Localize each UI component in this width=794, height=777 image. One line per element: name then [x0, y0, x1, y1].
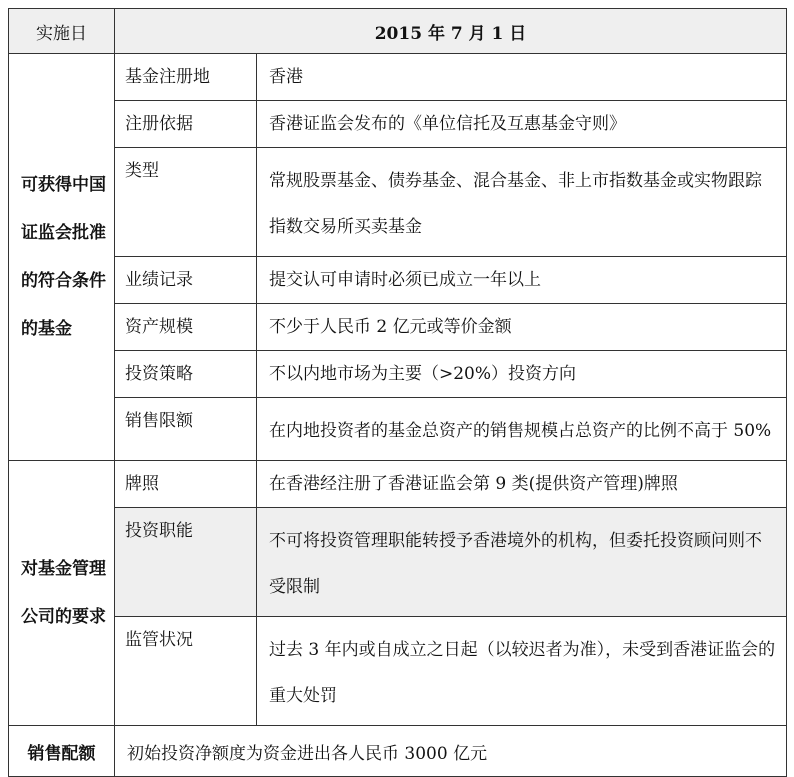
- table-row: [9, 101, 787, 148]
- row-value: 香港: [257, 54, 787, 101]
- table-row: [9, 398, 787, 461]
- header-label: 实施日: [9, 9, 115, 54]
- row-label: 基金注册地: [115, 54, 257, 101]
- row-label: 投资职能: [115, 508, 257, 617]
- table-row: [9, 508, 787, 617]
- row-value: 过去 3 年内或自成立之日起（以较迟者为准），未受到香港证监会的重大处罚: [257, 617, 787, 726]
- header-row: [9, 9, 787, 54]
- row-value: 不以内地市场为主要（>20%）投资方向: [257, 351, 787, 398]
- effective-date: 2015 年 7 月 1 日: [115, 9, 787, 54]
- row-value: 在香港经注册了香港证监会第 9 类(提供资产管理)牌照: [257, 461, 787, 508]
- row-label: 注册依据: [115, 101, 257, 148]
- row-label: 业绩记录: [115, 257, 257, 304]
- row-value: 提交认可申请时必须已成立一年以上: [257, 257, 787, 304]
- table-row: [9, 461, 787, 508]
- table-row: [9, 54, 787, 101]
- footer-label: 销售配额: [9, 726, 115, 777]
- row-value: 不可将投资管理职能转授予香港境外的机构，但委托投资顾问则不受限制: [257, 508, 787, 617]
- row-value: 香港证监会发布的《单位信托及互惠基金守则》: [257, 101, 787, 148]
- row-label: 投资策略: [115, 351, 257, 398]
- row-value: 在内地投资者的基金总资产的销售规模占总资产的比例不高于 50%: [257, 398, 787, 461]
- row-label: 监管状况: [115, 617, 257, 726]
- group-title-eligible-funds: 可获得中国证监会批准的符合条件的基金: [9, 54, 115, 461]
- row-value: 不少于人民币 2 亿元或等价金额: [257, 304, 787, 351]
- row-label: 类型: [115, 148, 257, 257]
- row-label: 销售限额: [115, 398, 257, 461]
- table-row: [9, 351, 787, 398]
- fund-requirements-table: [8, 8, 787, 777]
- row-label: 资产规模: [115, 304, 257, 351]
- table-row: [9, 148, 787, 257]
- footer-row: [9, 726, 787, 777]
- group-title-manager-requirements: 对基金管理公司的要求: [9, 461, 115, 726]
- table-row: [9, 257, 787, 304]
- table-row: [9, 617, 787, 726]
- table-row: [9, 304, 787, 351]
- row-value: 常规股票基金、债券基金、混合基金、非上市指数基金或实物跟踪指数交易所买卖基金: [257, 148, 787, 257]
- row-label: 牌照: [115, 461, 257, 508]
- footer-value: 初始投资净额度为资金进出各人民币 3000 亿元: [115, 726, 787, 777]
